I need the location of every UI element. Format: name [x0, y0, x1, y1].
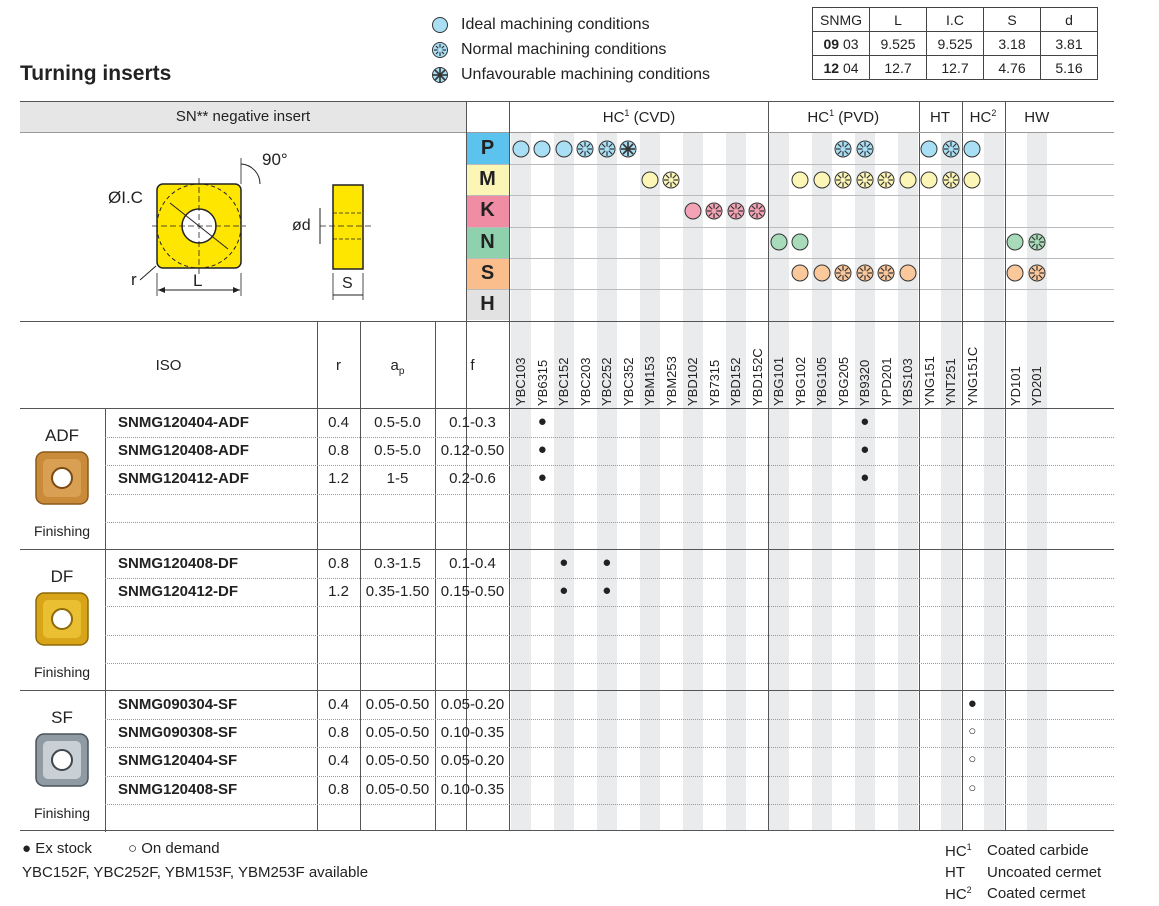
material-n: N — [466, 227, 509, 258]
grade-group-0: $HC^1$ (CVD) — [602, 108, 676, 126]
key-ht: HT — [945, 864, 965, 881]
ideal-condition-icon — [919, 139, 939, 159]
f-value: 0.05-0.20 — [440, 752, 505, 770]
grade-name: YB9320 — [857, 359, 872, 406]
group-name: ADF — [45, 426, 79, 445]
df-insert-photo — [33, 590, 91, 648]
ideal-circle-icon — [431, 16, 449, 34]
adf-insert-photo — [33, 449, 91, 507]
f-value: 0.1-0.4 — [449, 555, 496, 572]
grade-name: YBC352 — [620, 357, 636, 406]
ap-value: 0.3-1.5 — [374, 555, 421, 572]
normal-condition-icon — [941, 139, 961, 159]
grade-name: YD201 — [1029, 366, 1044, 406]
row-divider — [105, 494, 1114, 495]
ex-stock-mark: ● — [602, 554, 612, 571]
ideal-condition-icon — [790, 263, 810, 283]
normal-condition-icon — [833, 170, 853, 190]
product-code: SNMG120412-DF — [118, 583, 239, 601]
normal-condition-icon — [704, 201, 724, 221]
ex-stock-mark: ● — [967, 695, 977, 712]
r-label: r — [131, 270, 137, 289]
ideal-condition-icon — [769, 232, 789, 252]
key-hc2-label: Coated cermet — [987, 885, 1086, 902]
grade-name: YNG151C — [964, 346, 980, 406]
ap-value: 0.5-5.0 — [374, 442, 421, 460]
dims-size: 12 04 — [813, 56, 870, 80]
grade-name: YBD152 — [728, 357, 743, 406]
ex-stock-mark: ● — [559, 554, 569, 571]
column-header-bottom-line — [20, 408, 1114, 409]
grade-name: YNG151 — [921, 356, 937, 406]
key-hc1-label: Coated carbide — [987, 842, 1089, 859]
ap-value: 0.35-1.50 — [365, 583, 430, 601]
normal-condition-icon — [833, 263, 853, 283]
ideal-condition-icon — [640, 170, 660, 190]
row-divider — [105, 776, 1114, 777]
dims-header: L — [870, 8, 927, 32]
normal-condition-icon — [597, 139, 617, 159]
normal-condition-icon — [941, 170, 961, 190]
product-code: SNMG090308-SF — [118, 724, 238, 742]
grade-name: YB6315 — [534, 359, 550, 406]
r-value: 1.2 — [328, 470, 349, 488]
material-row-line — [466, 289, 1114, 290]
row-divider — [105, 522, 1114, 523]
r-value: 0.4 — [328, 414, 349, 431]
insert-header: SN** negative insert — [175, 108, 311, 125]
r-value: 1.2 — [328, 583, 349, 601]
grade-column-stripe — [984, 133, 1004, 830]
product-code: SNMG090304-SF — [118, 696, 238, 713]
r-value: 0.4 — [328, 696, 349, 713]
f-value: 0.12-0.50 — [440, 442, 505, 460]
row-divider — [105, 578, 1114, 579]
grade-name: YBC152 — [556, 357, 571, 406]
grade-group-3: $HC^2$ — [969, 108, 997, 126]
normal-condition-icon — [747, 201, 767, 221]
dims-header: I.C — [927, 8, 984, 32]
product-code: SNMG120408-ADF — [118, 442, 249, 460]
f-header: f — [470, 357, 475, 374]
f-value: 0.15-0.50 — [440, 583, 505, 601]
ap-value: 0.05-0.50 — [365, 724, 430, 742]
grade-name: YBG101 — [771, 356, 786, 406]
material-row-line — [466, 164, 1114, 165]
on-demand-mark: ○ — [968, 723, 977, 739]
unfavourable-circle-icon — [431, 66, 449, 84]
table-bottom-line — [20, 830, 1114, 831]
grade-group-4: HW — [1024, 109, 1050, 126]
row-divider — [105, 437, 1114, 438]
legend-label: Unfavourable machining conditions — [461, 66, 711, 83]
f-value: 0.1-0.3 — [449, 414, 496, 431]
row-divider — [105, 804, 1114, 805]
ex-stock-mark: ● — [559, 582, 569, 600]
grade-name: YBD152C — [749, 348, 765, 406]
page-title: Turning inserts — [20, 62, 172, 85]
r-header: r — [336, 357, 341, 374]
dimensions-table — [812, 7, 1098, 80]
grade-column-stripe — [597, 133, 617, 830]
dims-row — [813, 56, 1098, 80]
row-divider — [105, 663, 1114, 664]
normal-condition-icon — [661, 170, 681, 190]
normal-condition-icon — [855, 139, 875, 159]
iso-header: ISO — [155, 357, 182, 374]
ex-stock-mark: ● — [602, 582, 612, 600]
grade-column-stripe — [941, 133, 961, 830]
sf-insert-photo — [33, 731, 91, 789]
grade-name: YBD102 — [685, 357, 700, 406]
grade-column-stripe — [683, 133, 703, 830]
ideal-condition-icon — [919, 170, 939, 190]
ideal-condition-icon — [812, 263, 832, 283]
legend-normal — [431, 39, 666, 61]
ex-stock-mark: ● — [860, 413, 870, 430]
material-h: H — [466, 289, 509, 320]
normal-condition-icon — [1027, 232, 1047, 252]
on-demand-mark: ○ — [968, 779, 977, 795]
grade-column-stripe — [511, 133, 531, 830]
grade-name: YBC203 — [577, 357, 593, 406]
ideal-condition-icon — [511, 139, 531, 159]
legend-unfavourable — [431, 64, 710, 86]
key-ht-label: Uncoated cermet — [987, 864, 1102, 881]
material-m: M — [466, 164, 509, 195]
normal-circle-icon — [431, 41, 449, 59]
grade-column-stripe — [726, 133, 746, 830]
group-divider — [20, 549, 1114, 550]
group-label-border — [105, 550, 106, 691]
ideal-condition-icon — [790, 170, 810, 190]
r-value: 0.8 — [328, 442, 349, 460]
ex-stock-mark: ● — [537, 441, 547, 459]
group-label-border — [105, 409, 106, 550]
grade-name: YBM253 — [663, 356, 679, 406]
ex-stock-mark: ● — [860, 441, 870, 459]
column-header-top-line — [20, 321, 1114, 322]
dims-header: SNMG — [813, 8, 870, 32]
key-hc2: $HC^2$ — [945, 885, 972, 903]
product-code: SNMG120404-ADF — [118, 414, 249, 431]
grade-column-stripe — [812, 133, 832, 830]
grade-name: YBS103 — [900, 358, 915, 406]
grade-name: YD101 — [1007, 366, 1023, 406]
normal-condition-icon — [575, 139, 595, 159]
legend-label: Normal machining conditions — [461, 41, 667, 58]
row-divider — [105, 747, 1114, 748]
ex-stock-mark: ● — [860, 469, 870, 487]
material-row-line — [466, 258, 1114, 259]
ideal-condition-icon — [898, 263, 918, 283]
row-divider — [105, 465, 1114, 466]
grade-name: YBG105 — [814, 356, 829, 406]
on-demand-legend: ○ On demand — [128, 840, 220, 857]
material-row-line — [466, 227, 1114, 228]
f-value: 0.10-0.35 — [440, 780, 505, 798]
normal-condition-icon — [1027, 263, 1047, 283]
normal-condition-icon — [833, 139, 853, 159]
grade-name: YBC252 — [599, 357, 614, 406]
availability-note: YBC152F, YBC252F, YBM153F, YBM253F available — [22, 864, 369, 881]
grade-group-1: $HC^1$ (PVD) — [807, 108, 880, 126]
ap-value: 0.05-0.50 — [365, 780, 430, 798]
ap-value: 0.05-0.50 — [365, 752, 430, 770]
dims-value: 4.76 — [984, 56, 1041, 80]
row-divider — [105, 606, 1114, 607]
grade-column-stripe — [554, 133, 574, 830]
ideal-condition-icon — [962, 139, 982, 159]
dims-header: S — [984, 8, 1041, 32]
row-divider — [105, 635, 1114, 636]
ideal-condition-icon — [962, 170, 982, 190]
dims-value: 3.18 — [984, 32, 1041, 56]
angle-label: 90° — [262, 150, 288, 169]
normal-condition-icon — [876, 170, 896, 190]
group-label-border — [105, 691, 106, 832]
r-value: 0.4 — [328, 752, 349, 770]
ic-label: ØI.C — [108, 188, 143, 207]
ideal-condition-icon — [532, 139, 552, 159]
grade-column-stripe — [640, 133, 660, 830]
ap-value: 0.5-5.0 — [374, 414, 421, 431]
d-label: ød — [292, 217, 311, 234]
f-value: 0.2-0.6 — [449, 470, 496, 488]
legend-label: Ideal machining conditions — [461, 16, 650, 33]
r-value: 0.8 — [328, 780, 349, 798]
material-p: P — [466, 133, 509, 164]
grade-column-stripe — [898, 133, 918, 830]
ex-stock-mark: ● — [537, 469, 547, 487]
normal-condition-icon — [876, 263, 896, 283]
grade-name: YBC103 — [513, 357, 528, 406]
f-value: 0.05-0.20 — [440, 696, 505, 713]
ex-stock-mark: ● — [537, 413, 547, 430]
dims-row — [813, 32, 1098, 56]
material-k: K — [466, 195, 509, 226]
dims-header-row — [813, 8, 1098, 32]
material-s: S — [466, 258, 509, 289]
dims-value: 5.16 — [1041, 56, 1098, 80]
ideal-condition-icon — [1005, 263, 1025, 283]
ideal-condition-icon — [790, 232, 810, 252]
group-desc: Finishing — [33, 805, 91, 821]
legend-ideal — [431, 14, 650, 36]
normal-condition-icon — [855, 263, 875, 283]
grade-name: YPD201 — [878, 357, 894, 406]
ideal-condition-icon — [812, 170, 832, 190]
grade-name: YBG102 — [792, 356, 808, 406]
S-label: S — [342, 275, 353, 292]
group-divider — [20, 690, 1114, 691]
normal-condition-icon — [726, 201, 746, 221]
r-value: 0.8 — [328, 724, 349, 742]
ex-stock-legend: ● Ex stock — [22, 840, 92, 857]
product-code: SNMG120404-SF — [118, 752, 238, 770]
dims-value: 3.81 — [1041, 32, 1098, 56]
ideal-condition-icon — [683, 201, 703, 221]
group-name: DF — [50, 567, 74, 586]
ideal-condition-icon — [898, 170, 918, 190]
grade-name: YNT251 — [943, 358, 958, 406]
unfav-condition-icon — [618, 139, 638, 159]
ideal-condition-icon — [554, 139, 574, 159]
key-hc1: $HC^1$ — [945, 842, 972, 860]
dims-value: 12.7 — [927, 56, 984, 80]
ap-value: 1-5 — [386, 470, 409, 488]
grade-name: YBG205 — [835, 356, 851, 406]
product-code: SNMG120408-SF — [118, 780, 238, 798]
product-code: SNMG120408-DF — [118, 555, 239, 572]
insert-drawing — [100, 148, 400, 308]
r-value: 0.8 — [328, 555, 349, 572]
f-value: 0.10-0.35 — [440, 724, 505, 742]
grade-group-2: HT — [930, 109, 950, 126]
ap-value: 0.05-0.50 — [365, 696, 430, 713]
group-desc: Finishing — [33, 664, 91, 680]
group-desc: Finishing — [33, 523, 91, 539]
dims-value: 12.7 — [870, 56, 927, 80]
row-divider — [105, 719, 1114, 720]
dims-header: d — [1041, 8, 1098, 32]
product-code: SNMG120412-ADF — [118, 470, 249, 488]
L-label: L — [193, 271, 203, 290]
ap-header: $a_p$ — [390, 357, 405, 377]
dims-value: 9.525 — [870, 32, 927, 56]
on-demand-mark: ○ — [968, 751, 977, 767]
grade-name: YBM153 — [642, 356, 657, 406]
insert-side-view — [333, 185, 363, 269]
group-name: SF — [51, 708, 73, 727]
ideal-condition-icon — [1005, 232, 1025, 252]
material-row-line — [466, 195, 1114, 196]
grade-name: YB7315 — [706, 359, 722, 406]
table-header-divider — [20, 132, 1114, 133]
dims-size: 09 03 — [813, 32, 870, 56]
dims-value: 9.525 — [927, 32, 984, 56]
normal-condition-icon — [855, 170, 875, 190]
